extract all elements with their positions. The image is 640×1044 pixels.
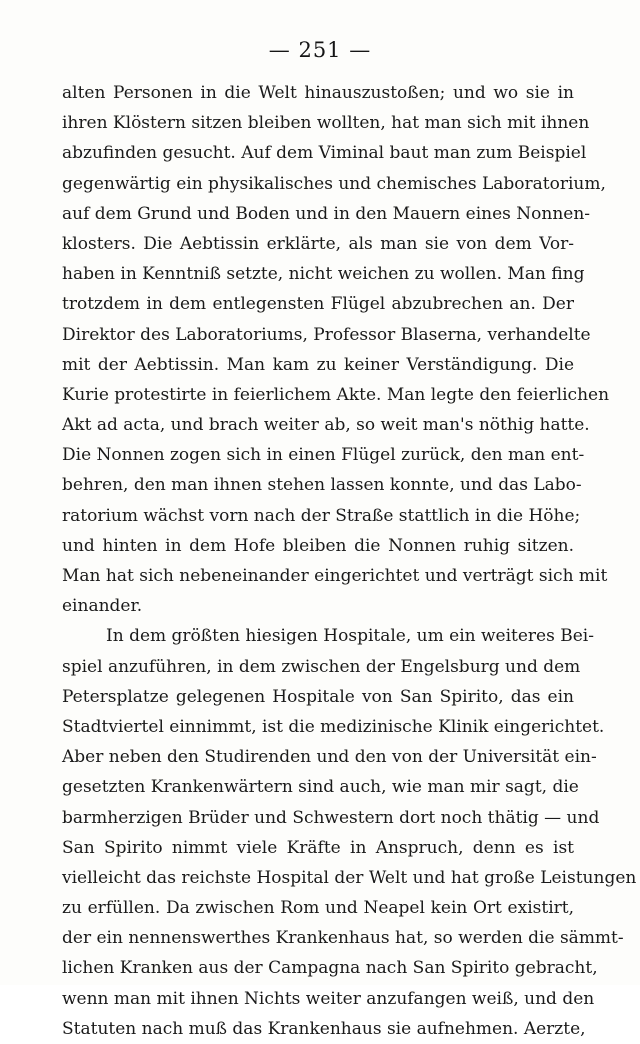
text-line: Stadtviertel einnimmt, ist die medizinische Klinik eingerichtet. [62,716,605,737]
text-line: einander. [62,596,143,617]
text-line: Statuten nach muß das Krankenhaus sie aufnehmen. Aerzte, [62,1018,586,1039]
text-line: zu erfüllen. Da zwischen Rom und Neapel kein Ort existirt, [62,898,574,919]
text-line: und hinten in dem Hofe bleiben die Nonnen ruhig sitzen. [62,535,574,556]
text-line: abzufinden gesucht. Auf dem Viminal baut man zum Beispiel [62,143,587,164]
text-line: wenn man mit ihnen Nichts weiter anzufangen weiß, und den [62,988,595,1009]
text-line: ihren Klöstern sitzen bleiben wollten, hat man sich mit ihnen [62,113,590,134]
body-text [62,78,637,1044]
paragraph-2 [62,621,637,1044]
text-line: klosters. Die Aebtissin erklärte, als man sie von dem Vor- [62,233,574,254]
text-line: ratorium wächst vorn nach der Straße stattlich in die Höhe; [62,505,581,526]
text-line: auf dem Grund und Boden und in den Mauern eines Nonnen- [62,203,591,224]
text-line: vielleicht das reichste Hospital der Welt und hat große Leistungen [62,867,637,888]
text-line: behren, den man ihnen stehen lassen konnte, und das Labo- [62,475,582,496]
text-line: Petersplatze gelegenen Hospitale von San Spirito, das ein [62,686,574,707]
text-line: Die Nonnen zogen sich in einen Flügel zurück, den man ent- [62,445,585,466]
text-line: San Spirito nimmt viele Kräfte in Anspruch, denn es ist [62,837,574,858]
text-line: Man hat sich nebeneinander eingerichtet und verträgt sich mit [62,566,608,586]
text-line: der ein nennenswerthes Krankenhaus hat, so werden die sämmt- [62,928,624,949]
paragraph-1 [62,78,610,621]
text-line: Akt ad acta, und brach weiter ab, so weit man's nöthig hatte. [62,415,590,436]
text-line: haben in Kenntniß setzte, nicht weichen zu wollen. Man fing [62,264,585,285]
text-line: In dem größten hiesigen Hospitale, um ein weiteres Bei- [106,626,594,647]
text-line: spiel anzuführen, in dem zwischen der Engelsburg und dem [62,656,581,677]
text-line: gegenwärtig ein physikalisches und chemisches Laboratorium, [62,173,606,194]
text-line: barmherzigen Brüder und Schwestern dort noch thätig — und [62,807,600,828]
text-line: mit der Aebtissin. Man kam zu keiner Verständigung. Die [62,354,574,375]
text-line: alten Personen in die Welt hinauszustoßen; und wo sie in [62,83,574,103]
text-line: lichen Kranken aus der Campagna nach San Spirito gebracht, [62,958,598,979]
text-line: gesetzten Krankenwärtern sind auch, wie man mir sagt, die [62,777,579,798]
text-line: trotzdem in dem entlegensten Flügel abzubrechen an. Der [62,294,574,315]
text-line: Aber neben den Studirenden und den von der Universität ein- [62,747,597,768]
text-line: Direktor des Laboratoriums, Professor Blaserna, verhandelte [62,324,591,345]
text-line: Kurie protestirte in feierlichem Akte. Man legte den feierlichen [62,384,610,405]
page-number: — 251 — [268,38,372,62]
